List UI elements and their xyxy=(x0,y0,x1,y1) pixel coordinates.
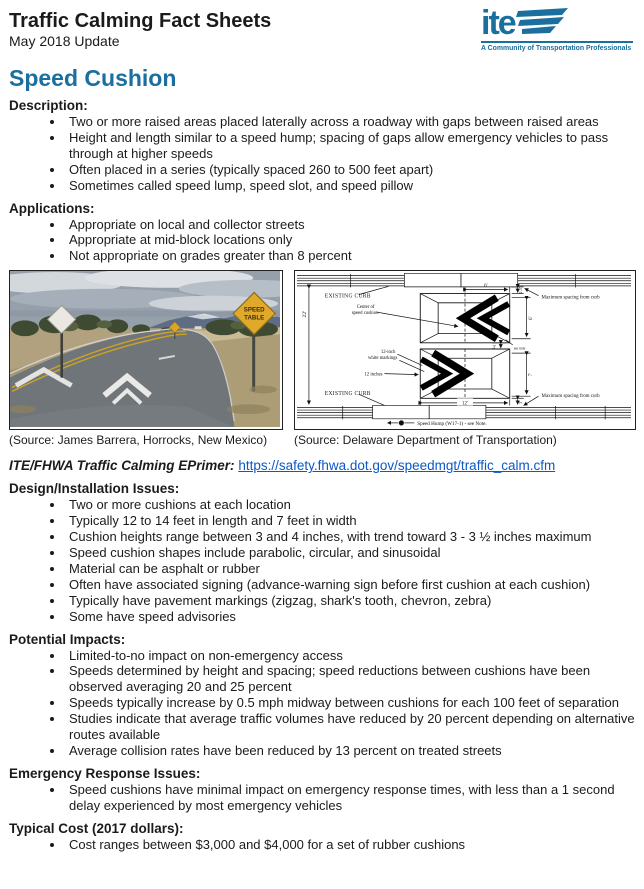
bullet-item: • Typically 12 to 14 feet in length and 7 feet in width xyxy=(65,513,637,529)
twelve-dim: 12' xyxy=(462,400,468,407)
seven-dim: 7' xyxy=(528,373,535,377)
section-emergency-response xyxy=(9,766,637,814)
bullet-item: • Speeds determined by height and spacing; speed reductions between cushions have been observed averaging 20 and 25 percent xyxy=(65,663,637,695)
road-width-dim: 22' xyxy=(301,310,308,318)
bullet-item: • Speed cushion shapes include parabolic, circular, and sinusoidal xyxy=(65,545,637,561)
twelve-inches-label: 12 inches xyxy=(364,372,383,378)
section-title: Design/Installation Issues: xyxy=(9,481,180,497)
photo-illustration xyxy=(10,271,280,427)
section-title: Applications: xyxy=(9,200,95,216)
diagram-figure xyxy=(294,270,636,448)
page-title: Traffic Calming Fact Sheets xyxy=(9,10,272,32)
section-applications xyxy=(9,201,637,265)
sign-line-1: SPEED xyxy=(243,306,265,314)
photo-caption: (Source: James Barrera, Horrocks, New Mexico) xyxy=(9,433,268,448)
bullet-item: • Not appropriate on grades greater than 8 percent xyxy=(65,248,637,264)
diagram-caption: (Source: Delaware Department of Transportation) xyxy=(294,433,557,448)
bullet-item: • Speed cushions have minimal impact on emergency response times, with less than a 1 second delay experienced by most emergency vehicles xyxy=(65,782,637,814)
page-subtitle: May 2018 Update xyxy=(9,33,120,49)
bullet-item: • Appropriate on local and collector streets xyxy=(65,217,637,233)
speed-cushion-diagram xyxy=(294,270,636,430)
section-title: Potential Impacts: xyxy=(9,631,126,647)
ite-logo-tagline: A Community of Transportation Professionals xyxy=(481,41,633,52)
section-design-installation xyxy=(9,481,637,624)
bullet-item: • Some have speed advisories xyxy=(65,609,637,625)
eprimer-link[interactable]: https://safety.fhwa.dot.gov/speedmgt/traffic_calm.cfm xyxy=(238,458,556,474)
section-title: Description: xyxy=(9,98,88,113)
page-header xyxy=(9,4,637,52)
existing-curb-bottom-label: EXISTING CURB xyxy=(324,391,371,398)
bullet-item: • Often placed in a series (typically spaced 260 to 500 feet apart) xyxy=(65,162,637,178)
section-potential-impacts xyxy=(9,632,637,759)
bullet-item: • Limited-to-no impact on non-emergency access xyxy=(65,648,637,664)
eprimer-line xyxy=(9,457,637,474)
diagram-illustration xyxy=(295,271,633,427)
three-gap-dim: 3' xyxy=(492,345,496,351)
ite-flag-icon xyxy=(516,8,568,38)
bullet-list xyxy=(9,648,637,759)
section-title: Emergency Response Issues: xyxy=(9,765,201,781)
figures-row xyxy=(9,270,637,448)
bullet-list xyxy=(9,217,637,265)
section-title: Typical Cost (2017 dollars): xyxy=(9,820,184,836)
section-description xyxy=(9,98,637,194)
speed-hump-note: Speed Hump (W17-1) - see Note. xyxy=(417,421,487,428)
max-spacing-top-label: Maximum spacing from curb xyxy=(541,294,600,301)
bullet-list xyxy=(9,782,637,814)
bullet-item: • Speeds typically increase by 0.5 mph midway between cushions for each 100 feet of separation xyxy=(65,695,637,711)
three-bottom-dim: 3' xyxy=(518,401,524,405)
bullet-list xyxy=(9,837,637,853)
bullet-item: • Average collision rates have been reduced by 13 percent on treated streets xyxy=(65,743,637,759)
markings-label-line2: white markings xyxy=(367,356,398,362)
bullet-list xyxy=(9,497,637,624)
existing-curb-top-label: EXISTING CURB xyxy=(324,293,371,300)
bullet-item: • Typically have pavement markings (zigzag, shark's tooth, chevron, zebra) xyxy=(65,593,637,609)
bullet-item: • Appropriate at mid-block locations only xyxy=(65,232,637,248)
ite-logo xyxy=(481,4,633,52)
bullet-item: • Studies indicate that average traffic volumes have reduced by 20 percent depending on alternative routes available xyxy=(65,711,637,743)
center-label-line2: speed cushion xyxy=(351,311,379,317)
bullet-item: • Sometimes called speed lump, speed slot, and speed pillow xyxy=(65,178,637,194)
six-top-dim: 6' xyxy=(484,283,488,290)
see-note-label: see note xyxy=(513,346,526,351)
markings-label-line1: 12-inch xyxy=(380,350,396,356)
photo-figure xyxy=(9,270,283,448)
bullet-item: • Material can be asphalt or rubber xyxy=(65,561,637,577)
eprimer-label: ITE/FHWA Traffic Calming EPrimer: xyxy=(9,458,235,474)
bullet-item: • Height and length similar to a speed hump; spacing of gaps allow emergency vehicles to pass through at higher speeds xyxy=(65,130,637,162)
bullet-item: • Two or more cushions at each location xyxy=(65,497,637,513)
bullet-item: • Two or more raised areas placed laterally across a roadway with gaps between raised areas xyxy=(65,114,637,130)
max-spacing-bottom-label: Maximum spacing from curb xyxy=(541,393,600,400)
bullet-item: • Cost ranges between $3,000 and $4,000 for a set of rubber cushions xyxy=(65,837,637,853)
bullet-item: • Cushion heights range between 3 and 4 inches, with trend toward 3 - 3 ½ inches maximum xyxy=(65,529,637,545)
center-label-line1: Center of xyxy=(356,305,375,311)
speed-table-photo xyxy=(9,270,283,430)
two-five-dim: 2.5' xyxy=(518,287,524,294)
bullet-list xyxy=(9,114,637,194)
section-typical-cost xyxy=(9,821,637,853)
six-right-dim: 6' xyxy=(528,316,535,321)
ite-logo-text: ite xyxy=(481,4,515,42)
sheet-heading: Speed Cushion xyxy=(9,65,177,91)
title-block xyxy=(9,8,271,49)
sign-line-2: TABLE xyxy=(244,314,265,322)
bullet-item: • Often have associated signing (advance-warning sign before first cushion at each cushion) xyxy=(65,577,637,593)
